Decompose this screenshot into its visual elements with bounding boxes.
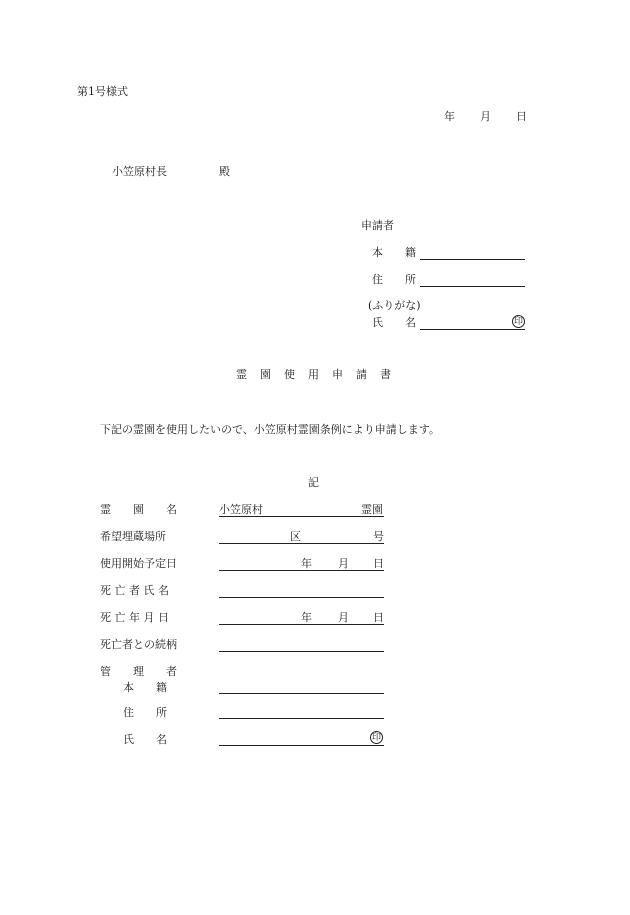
death-date-label: 死 亡 年 月 日: [100, 611, 169, 624]
death-date-day: 日: [373, 611, 384, 624]
manager-name-field[interactable]: [219, 745, 384, 746]
death-date-month: 月: [338, 611, 349, 624]
manager-honseki-field[interactable]: [219, 693, 384, 694]
applicant-honseki-field[interactable]: [420, 259, 525, 260]
addressee-name: 小笠原村長: [112, 165, 167, 178]
cemetery-name-prefix: 小笠原村: [219, 503, 263, 516]
start-date-month: 月: [338, 557, 349, 570]
manager-address-label: 住 所: [123, 706, 167, 719]
cemetery-name-field[interactable]: [219, 516, 384, 517]
addressee-honorific: 殿: [219, 165, 230, 178]
applicant-furigana-label: (ふりがな): [368, 299, 421, 312]
manager-label: 管 理 者: [100, 665, 177, 678]
location-ku: 区: [290, 530, 301, 543]
death-date-field[interactable]: [219, 624, 384, 625]
seal-icon: 印: [513, 317, 523, 327]
applicant-address-field[interactable]: [420, 286, 525, 287]
date-year-label: 年: [444, 110, 455, 123]
start-date-day: 日: [373, 557, 384, 570]
manager-honseki-label: 本 籍: [123, 681, 167, 694]
location-field[interactable]: [219, 543, 384, 544]
start-date-field[interactable]: [219, 570, 384, 571]
cemetery-name-label: 霊 園 名: [100, 503, 177, 516]
applicant-address-label: 住 所: [372, 273, 416, 286]
applicant-name-label: 氏 名: [372, 316, 416, 329]
ki-marker: 記: [308, 476, 319, 489]
document-title: 霊 園 使 用 申 請 書: [236, 368, 392, 381]
deceased-name-field[interactable]: [219, 597, 384, 598]
date-month-label: 月: [480, 110, 491, 123]
cemetery-name-suffix: 霊園: [361, 503, 383, 516]
location-label: 希望埋蔵場所: [100, 530, 166, 543]
relationship-label: 死亡者との続柄: [100, 638, 177, 651]
applicant-honseki-label: 本 籍: [372, 246, 416, 259]
relationship-field[interactable]: [219, 651, 384, 652]
applicant-heading: 申請者: [361, 219, 394, 232]
location-go: 号: [373, 530, 384, 543]
seal-icon: 印: [371, 733, 381, 743]
death-date-year: 年: [301, 611, 312, 624]
applicant-name-field[interactable]: [420, 329, 525, 330]
start-date-label: 使用開始予定日: [100, 557, 177, 570]
date-day-label: 日: [516, 110, 527, 123]
form-number: 第1号様式: [77, 85, 128, 98]
manager-address-field[interactable]: [219, 718, 384, 719]
start-date-year: 年: [301, 557, 312, 570]
application-statement: 下記の霊園を使用したいので、小笠原村霊園条例により申請します。: [100, 423, 440, 436]
manager-name-label: 氏 名: [123, 733, 167, 746]
deceased-name-label: 死 亡 者 氏 名: [100, 584, 169, 597]
